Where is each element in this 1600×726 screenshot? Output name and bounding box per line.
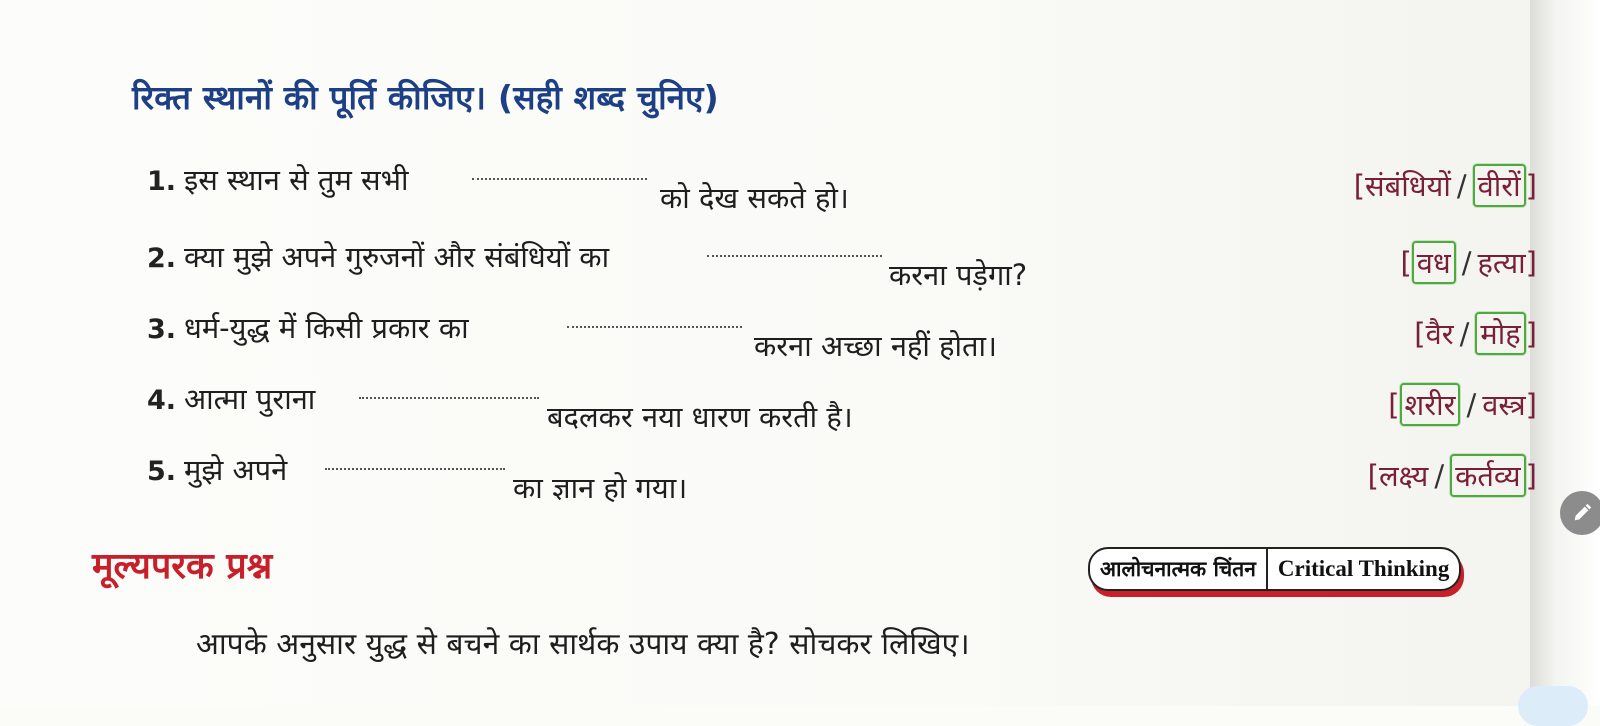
fill-blank-item-3 xyxy=(147,308,1537,363)
open-bracket: [ xyxy=(1353,168,1366,203)
options-bracket xyxy=(1368,454,1537,497)
open-bracket: [ xyxy=(1388,387,1400,422)
item-text-before: इस स्थान से तुम सभी xyxy=(184,163,409,197)
exercise-heading: रिक्त स्थानों की पूर्ति कीजिए। (सही शब्द चुनिए) xyxy=(132,78,719,117)
option-2[interactable]: वीरों xyxy=(1473,164,1526,207)
value-question-title: मूल्यपरक प्रश्न xyxy=(92,546,273,587)
fill-blank-item-5 xyxy=(147,450,1537,505)
answer-blank[interactable] xyxy=(325,468,505,470)
option-1[interactable]: लक्ष्य xyxy=(1378,459,1429,493)
close-bracket: ] xyxy=(1525,458,1537,493)
edit-floating-button[interactable] xyxy=(1560,491,1600,535)
options-bracket xyxy=(1388,383,1537,426)
option-1[interactable]: संबंधियों xyxy=(1365,169,1451,203)
fill-blank-item-1 xyxy=(147,160,1537,215)
page-edge-shadow xyxy=(1530,0,1600,706)
close-bracket: ] xyxy=(1525,387,1537,422)
open-bracket: [ xyxy=(1367,458,1379,493)
close-bracket: ] xyxy=(1525,168,1537,203)
option-1[interactable]: शरीर xyxy=(1400,383,1461,426)
option-2[interactable]: कर्तव्य xyxy=(1450,454,1526,497)
option-separator: / xyxy=(1461,245,1472,280)
options-bracket xyxy=(1414,312,1537,355)
open-bracket: [ xyxy=(1414,316,1426,351)
close-bracket: ] xyxy=(1525,316,1537,351)
option-separator: / xyxy=(1434,458,1445,493)
corner-overlay[interactable] xyxy=(1518,686,1588,726)
option-1[interactable]: वैर xyxy=(1425,317,1454,351)
item-text-after: करना पड़ेगा? xyxy=(889,258,1028,292)
value-question-text: आपके अनुसार युद्ध से बचने का सार्थक उपाय क्या है? सोचकर लिखिए। xyxy=(196,627,970,662)
item-number: 5. xyxy=(147,456,177,487)
item-number: 1. xyxy=(147,166,177,197)
item-number: 2. xyxy=(147,243,177,274)
item-text-after: करना अच्छा नहीं होता। xyxy=(754,329,998,363)
options-bracket xyxy=(1354,164,1537,207)
badge-hindi-label: आलोचनात्मक चिंतन xyxy=(1100,557,1256,581)
fill-blank-item-2 xyxy=(147,237,1537,292)
option-separator: / xyxy=(1456,168,1467,203)
answer-blank[interactable] xyxy=(359,397,539,399)
answer-blank[interactable] xyxy=(707,255,882,257)
item-text-before: क्या मुझे अपने गुरुजनों और संबंधियों का xyxy=(184,240,610,274)
option-2[interactable]: वस्त्र xyxy=(1482,388,1526,422)
item-text-before: धर्म-युद्ध में किसी प्रकार का xyxy=(184,311,469,345)
fill-blank-item-4 xyxy=(147,379,1537,434)
item-text-after: को देख सकते हो। xyxy=(660,181,849,215)
open-bracket: [ xyxy=(1400,245,1412,280)
option-1[interactable]: वध xyxy=(1412,241,1456,284)
item-text-after: का ज्ञान हो गया। xyxy=(513,471,688,505)
close-bracket: ] xyxy=(1525,245,1537,280)
answer-blank[interactable] xyxy=(472,178,647,180)
badge-english-label: Critical Thinking xyxy=(1277,556,1450,581)
option-separator: / xyxy=(1459,316,1470,351)
answer-blank[interactable] xyxy=(567,326,742,328)
item-text-before: मुझे अपने xyxy=(184,453,288,487)
option-2[interactable]: हत्या xyxy=(1477,246,1526,280)
option-separator: / xyxy=(1466,387,1477,422)
pencil-icon xyxy=(1571,502,1593,524)
item-number: 4. xyxy=(147,385,177,416)
item-number: 3. xyxy=(147,314,177,345)
critical-thinking-badge xyxy=(1088,547,1461,591)
item-text-before: आत्मा पुराना xyxy=(184,382,316,416)
option-2[interactable]: मोह xyxy=(1475,312,1525,355)
item-text-after: बदलकर नया धारण करती है। xyxy=(547,400,853,434)
options-bracket xyxy=(1400,241,1537,284)
